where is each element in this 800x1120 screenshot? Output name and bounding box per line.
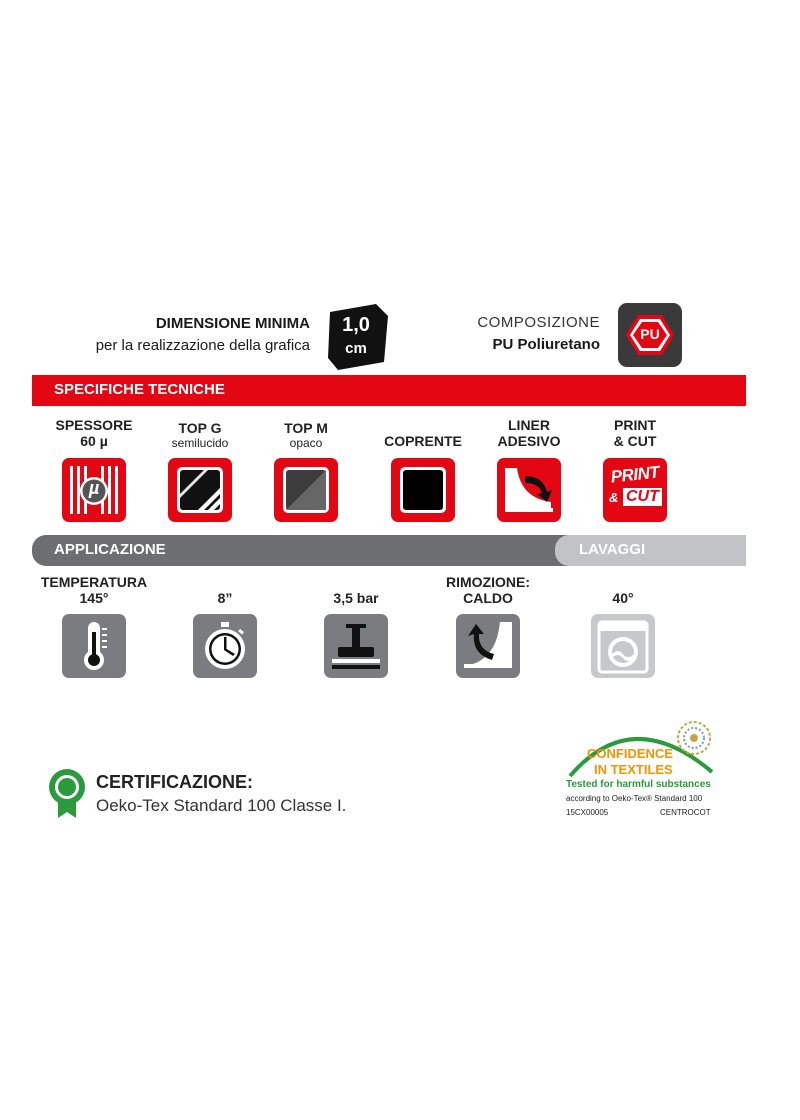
spec-value: ADESIVO bbox=[497, 433, 561, 449]
spec-value: & CUT bbox=[613, 433, 657, 449]
dimension-value: 1,0 bbox=[342, 314, 370, 336]
oeko-tex-lab: CENTROCOT bbox=[660, 808, 711, 817]
application-item-pressure bbox=[301, 590, 411, 606]
spec-value: semilucido bbox=[171, 436, 229, 450]
oeko-tex-tested: Tested for harmful substances bbox=[566, 779, 711, 790]
matte-finish-icon bbox=[274, 458, 338, 522]
peel-hot-icon bbox=[456, 614, 520, 678]
spec-item-top-g bbox=[145, 420, 255, 450]
micron-symbol: µ bbox=[88, 478, 100, 498]
composition-value: PU Poliuretano bbox=[492, 336, 600, 353]
spec-item-top-m bbox=[251, 420, 361, 450]
oeko-tex-in-textiles: IN TEXTILES bbox=[594, 762, 673, 777]
oeko-tex-according: according to Oeko-Tex® Standard 100 bbox=[566, 794, 703, 803]
application-value: 8” bbox=[217, 590, 233, 606]
spec-label: LINER bbox=[508, 417, 550, 433]
thermometer-icon bbox=[62, 614, 126, 678]
washing-section-bar bbox=[555, 535, 746, 566]
application-value: CALDO bbox=[463, 590, 513, 606]
certification-title: CERTIFICAZIONE: bbox=[96, 772, 253, 792]
certification-seal-icon bbox=[48, 768, 86, 820]
dimension-title: DIMENSIONE MINIMA bbox=[155, 315, 310, 332]
dimension-badge bbox=[326, 302, 390, 372]
composition-title: COMPOSIZIONE bbox=[477, 314, 600, 331]
print-cut-icon-cut: CUT bbox=[623, 488, 662, 506]
certification-value: Oeko-Tex Standard 100 Classe I. bbox=[96, 796, 347, 815]
application-item-removal bbox=[433, 574, 543, 606]
spec-label: COPRENTE bbox=[384, 433, 462, 449]
application-item-time bbox=[170, 590, 280, 606]
micron-thickness-icon bbox=[62, 458, 126, 522]
spec-label: SPESSORE bbox=[55, 417, 133, 433]
print-cut-icon-print: PRINT bbox=[609, 462, 661, 487]
spec-item-covering bbox=[368, 433, 478, 449]
application-value: 145° bbox=[79, 590, 109, 606]
application-item-temperature bbox=[39, 574, 149, 606]
spec-item-print-cut bbox=[580, 417, 690, 449]
spec-label: TOP M bbox=[284, 420, 328, 436]
oeko-tex-confidence: CONFIDENCE bbox=[587, 746, 673, 761]
specs-section-title: SPECIFICHE TECNICHE bbox=[54, 381, 225, 398]
print-cut-icon bbox=[603, 458, 667, 522]
washing-machine-icon bbox=[591, 614, 655, 678]
spec-label: TOP G bbox=[178, 420, 222, 436]
spec-value: 60 µ bbox=[80, 433, 108, 449]
pu-badge bbox=[618, 303, 682, 367]
dimension-unit: cm bbox=[345, 340, 367, 357]
spec-item-liner bbox=[474, 417, 584, 449]
glossy-finish-icon bbox=[168, 458, 232, 522]
application-section-bar bbox=[32, 535, 572, 566]
dimension-subtitle: per la realizzazione della grafica bbox=[95, 337, 310, 354]
spec-label: PRINT bbox=[614, 417, 656, 433]
covering-icon bbox=[391, 458, 455, 522]
badge-shape-icon bbox=[326, 302, 390, 372]
pu-badge-text: PU bbox=[640, 326, 660, 342]
spec-value: opaco bbox=[289, 436, 323, 450]
application-section-title: APPLICAZIONE bbox=[54, 541, 166, 558]
washing-value: 40° bbox=[612, 590, 634, 606]
oeko-tex-code: 15CX00005 bbox=[566, 808, 609, 817]
print-cut-icon-ampersand: & bbox=[609, 490, 619, 505]
press-icon bbox=[324, 614, 388, 678]
stopwatch-icon bbox=[193, 614, 257, 678]
specs-section-bar bbox=[32, 375, 746, 406]
washing-item-temperature bbox=[568, 590, 678, 606]
washing-section-title: LAVAGGI bbox=[579, 541, 646, 558]
application-label: TEMPERATURA bbox=[40, 574, 148, 590]
spec-item-thickness bbox=[39, 417, 149, 449]
adhesive-liner-icon bbox=[497, 458, 561, 522]
application-label: RIMOZIONE: bbox=[446, 574, 530, 590]
application-value: 3,5 bar bbox=[333, 590, 379, 606]
